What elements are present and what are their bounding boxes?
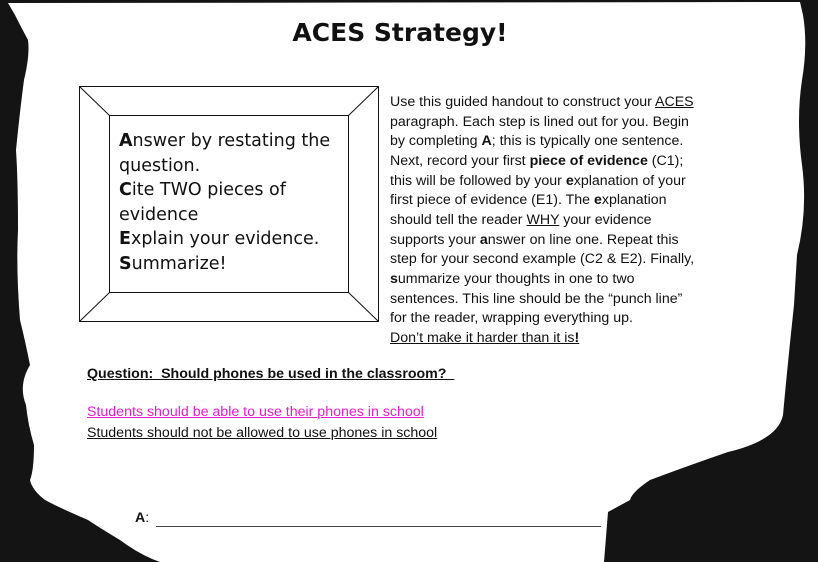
closing-note: Don’t make it harder than it is!: [390, 329, 580, 346]
aces-steps: [119, 129, 339, 276]
answer-line[interactable]: [156, 526, 601, 527]
step-explain: Explain your evidence.: [119, 229, 320, 249]
step-answer: Answer by restating the: [119, 131, 331, 151]
option-against: Students should not be allowed to use phones in school: [87, 425, 438, 441]
option-for: Students should be able to use their phones in school: [87, 404, 424, 420]
answer-label: A:: [135, 510, 150, 526]
step-summarize: Summarize!: [119, 253, 227, 274]
step-cite-cont: evidence: [119, 204, 199, 225]
page-title: ACES Strategy!: [292, 18, 508, 47]
step-answer-cont: question.: [119, 155, 201, 176]
instructions-paragraph: Use this guided handout to construct your ACES paragraph. Each step is lined out for you. Begin by completing A; this is typically one sentence. Next, record your first piece of evidence (C1); this will be followed by your explanation of your first piece of evidence (E1). The explanation should tell the reader WHY your evidence supports your answer on line one. Repeat this step for your second example (C2 & E2). Finally, summarize your thoughts in one to two sentences. This line should be the “punch line” for the reader, wrapping everything up. Don’t make it harder than it is!: [390, 93, 720, 349]
step-cite: Cite TWO pieces of: [119, 180, 286, 200]
question-heading: Question: Should phones be used in the classroom?: [87, 366, 455, 382]
